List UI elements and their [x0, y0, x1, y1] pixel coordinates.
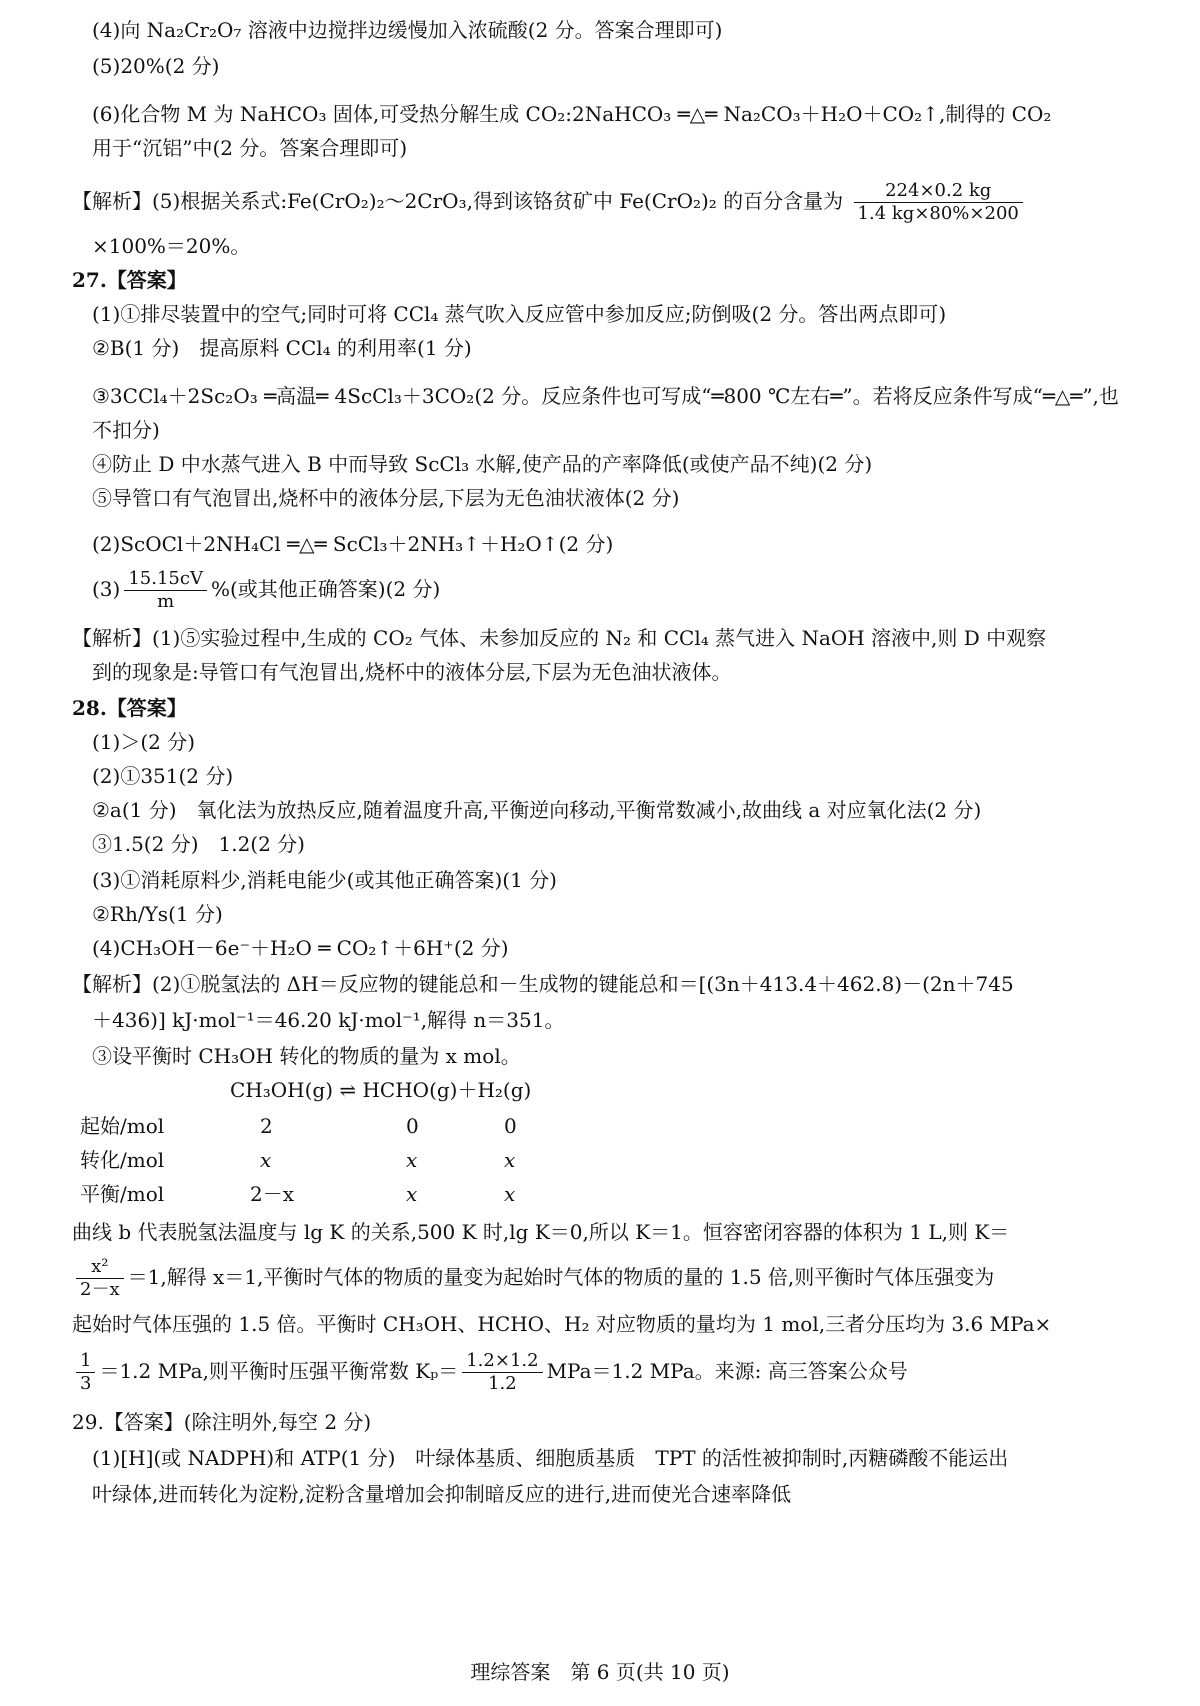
analysis-q27b: 到的现象是:导管口有气泡冒出,烧杯中的液体分层,下层为无色油状液体。	[92, 660, 732, 684]
line-q27-7: (3) $\frac{15.15cV}{m}$ %(或其他正确答案)(2 分)	[92, 568, 441, 612]
line-q26-result: ×100%＝20%。	[92, 234, 251, 258]
analysis-q28e: $\frac{\text{x²}}{2-x}$ ＝1,解得 x＝1,平衡时气体的物质的量变为起始时气体的物质的量的 1.5 倍,则平衡时气体压强变为	[72, 1256, 1160, 1301]
heading-q28: 28.【答案】	[72, 696, 187, 720]
line-q26-6b: 用于“沉铝”中(2 分。答案合理即可)	[92, 136, 408, 160]
line-q27-6: (2)ScOCl＋2NH₄Cl ═△═ ScCl₃＋2NH₃↑＋H₂O↑(2 分)	[92, 532, 614, 556]
table-row: 平衡/mol 2－x x x	[80, 1182, 516, 1206]
line-q28-7: (4)CH₃OH－6e⁻＋H₂O ═ CO₂↑＋6H⁺(2 分)	[92, 936, 509, 960]
line-q27-1: (1)①排尽装置中的空气;同时可将 CCl₄ 蒸气吹入反应管中参加反应;防倒吸(2 分。答出两点即可)	[92, 302, 947, 326]
line-q26-5: (5)20%(2 分)	[92, 54, 220, 78]
page-footer: 理综答案 第 6 页(共 10 页)	[470, 1660, 730, 1684]
line-q27-5: ⑤导管口有气泡冒出,烧杯中的液体分层,下层为无色油状液体(2 分)	[92, 486, 680, 510]
line-q29-1b: 叶绿体,进而转化为淀粉,淀粉含量增加会抑制暗反应的进行,进而使光合速率降低	[92, 1482, 792, 1506]
fraction-one-third: $\frac{1}{3}$	[76, 1350, 95, 1395]
table-row: 转化/mol x x x	[80, 1148, 516, 1172]
fraction-purity: $\frac{15.15cV}{m}$	[124, 568, 207, 613]
line-q28-6: ②Rh/Ys(1 分)	[92, 902, 223, 926]
line-q28-5: (3)①消耗原料少,消耗电能少(或其他正确答案)(1 分)	[92, 868, 557, 892]
line-q27-3: ③3CCl₄＋2Sc₂O₃ ═高温═ 4ScCl₃＋3CO₂(2 分。反应条件也可写成“═800 ℃左右═”。若将反应条件写成“═△═”,也	[92, 384, 1119, 408]
analysis-q28f: 起始时气体压强的 1.5 倍。平衡时 CH₃OH、HCHO、H₂ 对应物质的量均为 1 mol,三者分压均为 3.6 MPa×	[72, 1312, 1052, 1336]
analysis-q27: 【解析】(1)⑤实验过程中,生成的 CO₂ 气体、未参加反应的 N₂ 和 CCl₄ 蒸气进入 NaOH 溶液中,则 D 中观察	[72, 626, 1047, 650]
equilibrium-equation: CH₃OH(g) ⇌ HCHO(g)＋H₂(g)	[230, 1078, 532, 1102]
line-q28-4: ③1.5(2 分) 1.2(2 分)	[92, 832, 305, 856]
line-q27-4: ④防止 D 中水蒸气进入 B 中而导致 ScCl₃ 水解,使产品的产率降低(或使产品不纯)(2 分)	[92, 452, 873, 476]
line-q27-3b: 不扣分)	[92, 418, 160, 442]
line-q28-3: ②a(1 分) 氧化法为放热反应,随着温度升高,平衡逆向移动,平衡常数减小,故曲线 a 对应氧化法(2 分)	[92, 798, 982, 822]
table-row: 起始/mol 2 0 0	[80, 1114, 517, 1138]
analysis-q26: 【解析】(5)根据关系式:Fe(CrO₂)₂～2CrO₃,得到该铬贫矿中 Fe(CrO₂)₂ 的百分含量为 $\frac{224\times 0.2 kg}{1.4 kg\times 80\%\times 200}$	[72, 180, 1160, 225]
heading-q27: 27.【答案】	[72, 268, 187, 292]
analysis-q28d: 曲线 b 代表脱氢法温度与 lg K 的关系,500 K 时,lg K＝0,所以 K＝1。恒容密闭容器的体积为 1 L,则 K＝	[72, 1220, 1010, 1244]
line-q28-2: (2)①351(2 分)	[92, 764, 234, 788]
fraction-kp: $\frac{1.2\times 1.2}{1.2}$	[462, 1350, 542, 1395]
line-q26-6: (6)化合物 M 为 NaHCO₃ 固体,可受热分解生成 CO₂:2NaHCO₃ ═△═ Na₂CO₃＋H₂O＋CO₂↑,制得的 CO₂	[92, 102, 1052, 126]
analysis-q28: 【解析】(2)①脱氢法的 ΔH＝反应物的键能总和－生成物的键能总和＝[(3n＋413.4＋462.8)－(2n＋745	[72, 972, 1014, 996]
line-q27-2: ②B(1 分) 提高原料 CCl₄ 的利用率(1 分)	[92, 336, 472, 360]
fraction-k: $\frac{\text{x²}}{2-x}$	[76, 1256, 124, 1301]
line-q29-1: (1)[H](或 NADPH)和 ATP(1 分) 叶绿体基质、细胞质基质 TPT 的活性被抑制时,丙糖磷酸不能运出	[92, 1446, 1009, 1470]
analysis-q28g: $\frac{1}{3}$ ＝1.2 MPa,则平衡时压强平衡常数 Kₚ＝ $\frac{1.2\times 1.2}{1.2}$ MPa＝1.2 MPa。来源: 高三答案公众号	[72, 1350, 1160, 1395]
analysis-q28c: ③设平衡时 CH₃OH 转化的物质的量为 x mol。	[92, 1044, 521, 1068]
line-q26-4: (4)向 Na₂Cr₂O₇ 溶液中边搅拌边缓慢加入浓硫酸(2 分。答案合理即可)	[92, 18, 723, 42]
heading-q29: 29.【答案】(除注明外,每空 2 分)	[72, 1410, 372, 1434]
analysis-q28b: ＋436)] kJ·mol⁻¹＝46.20 kJ·mol⁻¹,解得 n＝351。	[92, 1008, 565, 1032]
fraction-chromite: $\frac{224\times 0.2 kg}{1.4 kg\times 80\%\times 200}$	[854, 180, 1023, 225]
line-q28-1: (1)＞(2 分)	[92, 730, 196, 754]
ice-table	[80, 1112, 640, 1214]
